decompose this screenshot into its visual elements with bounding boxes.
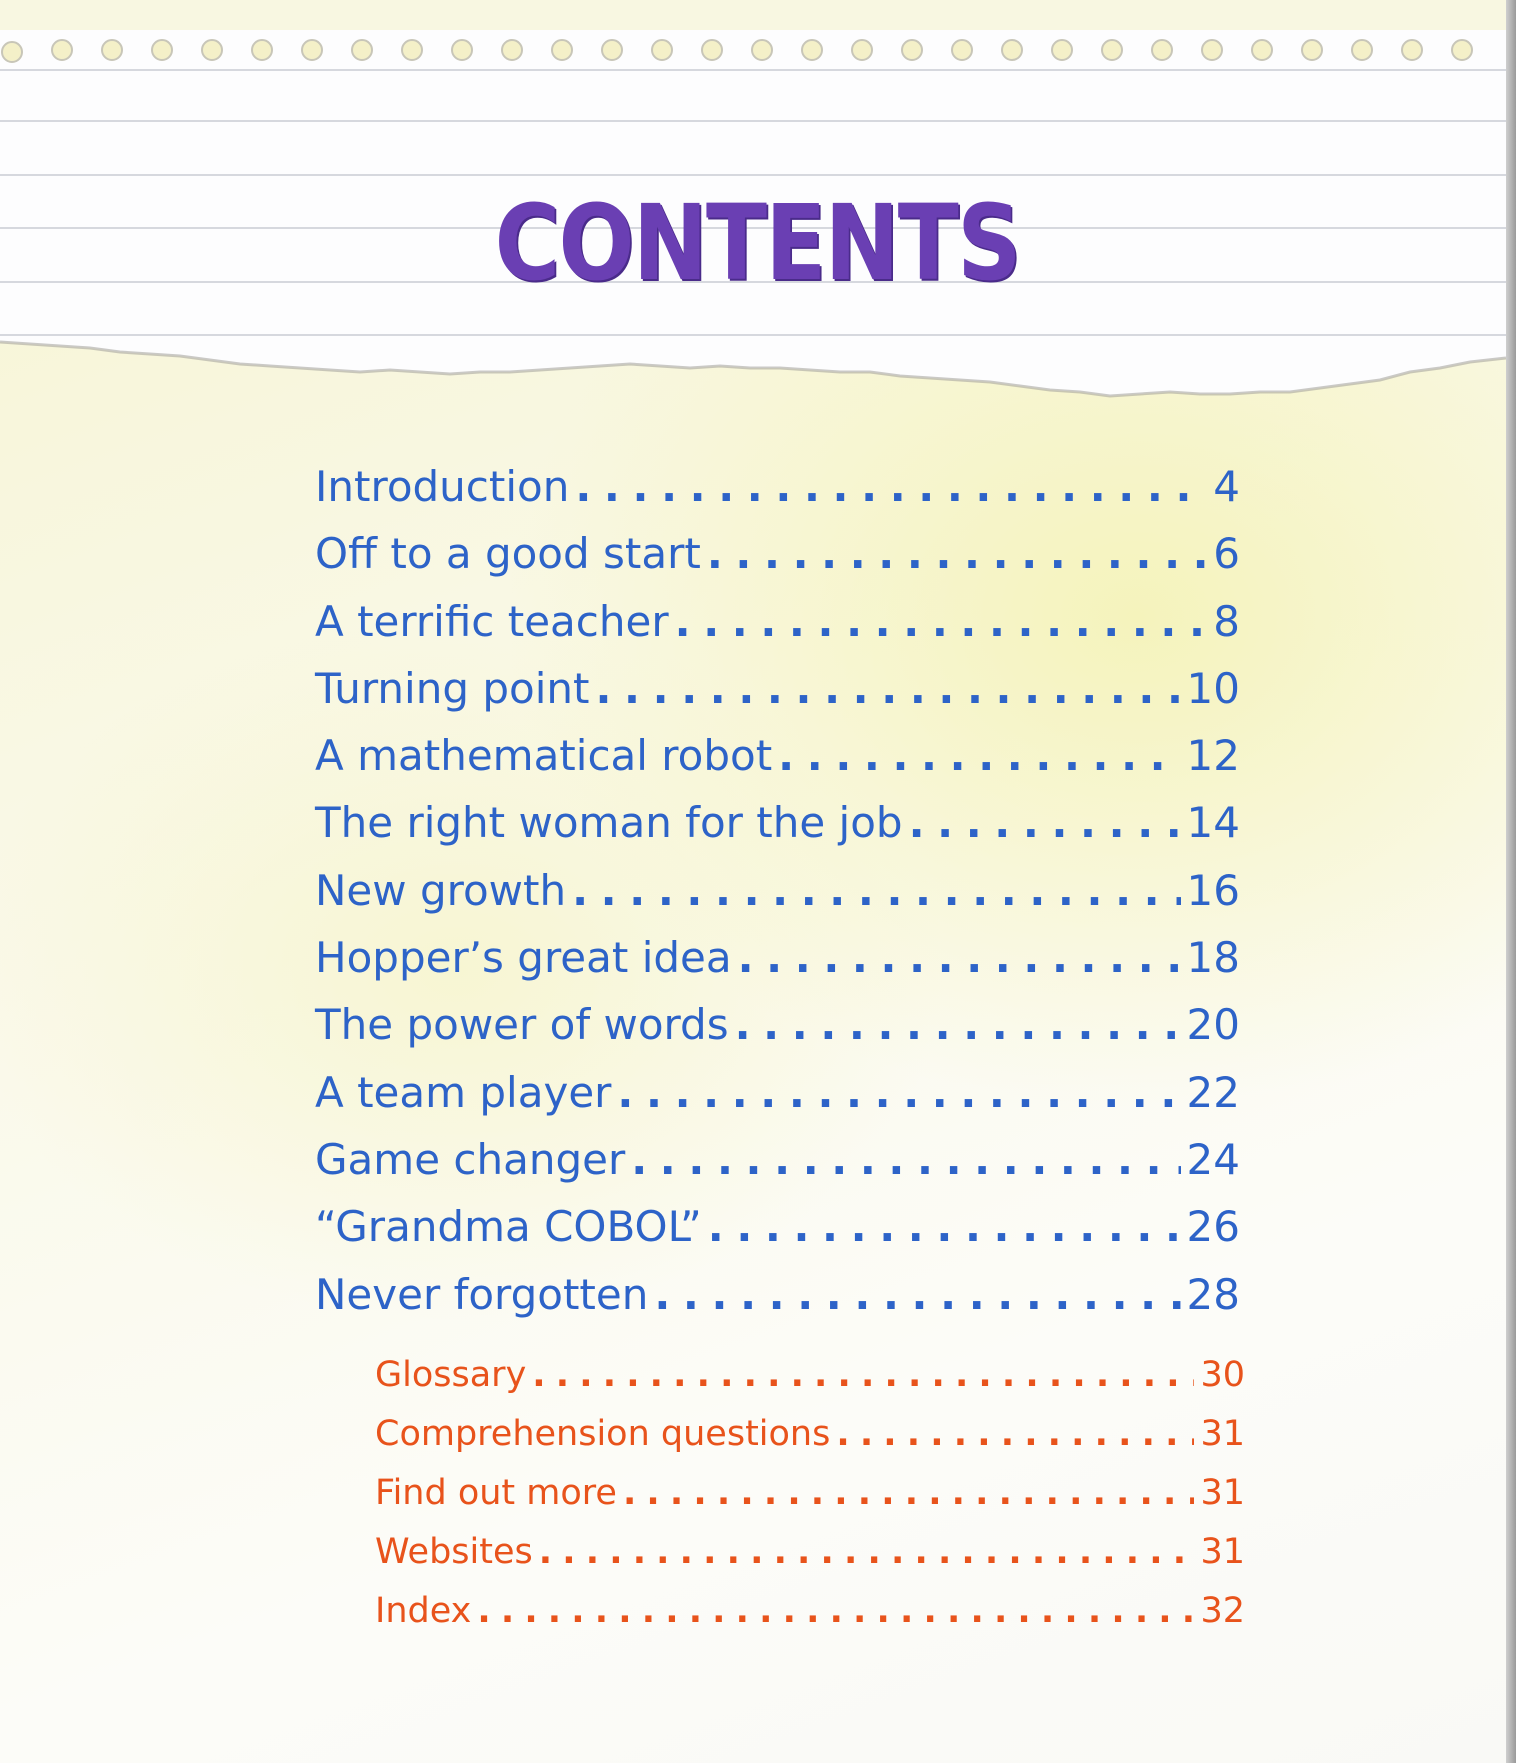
dot-leader — [617, 1068, 1180, 1117]
backmatter-entry — [375, 1414, 1245, 1473]
dot-leader — [654, 1270, 1180, 1319]
toc-entry-page: 8 — [1213, 596, 1240, 646]
toc-entry — [315, 1000, 1240, 1067]
toc-entry-page: 12 — [1186, 731, 1240, 781]
toc-entry — [315, 798, 1240, 865]
backmatter-entry-label: Comprehension questions — [375, 1414, 831, 1454]
toc-entry — [315, 664, 1240, 731]
toc-entry-label: Introduction — [315, 462, 570, 511]
page-title: CONTENTS — [494, 182, 1020, 304]
toc-entry-page: 10 — [1186, 663, 1240, 713]
toc-entry-page: 20 — [1186, 1000, 1240, 1050]
toc-entry — [315, 462, 1240, 529]
dot-leader — [909, 798, 1181, 847]
toc-entry-label: Off to a good start — [315, 529, 701, 579]
dot-leader — [575, 462, 1207, 511]
toc-entry — [315, 1068, 1240, 1135]
toc-entry-label: A terrific teacher — [315, 596, 669, 646]
toc-entry — [315, 866, 1240, 933]
toc-entry — [315, 597, 1240, 664]
toc-entry-label: A team player — [315, 1067, 612, 1117]
toc-entry-page: 24 — [1186, 1134, 1240, 1184]
backmatter-entry-label: Find out more — [375, 1473, 617, 1513]
backmatter-entry-page: 32 — [1200, 1591, 1245, 1631]
toc-entry — [315, 1202, 1240, 1269]
backmatter-entry-page: 31 — [1200, 1414, 1245, 1454]
backmatter-entry-label: Glossary — [375, 1355, 527, 1395]
backmatter-entry-page: 31 — [1200, 1473, 1245, 1513]
page-edge — [1506, 0, 1516, 1763]
dot-leader — [595, 664, 1180, 713]
toc-entry-label: A mathematical robot — [315, 731, 773, 781]
backmatter-list — [375, 1355, 1245, 1650]
backmatter-entry-page: 31 — [1200, 1532, 1245, 1572]
toc-entry-label: “Grandma COBOL” — [315, 1202, 702, 1252]
toc-entry-label: The right woman for the job — [315, 798, 903, 848]
dot-leader — [477, 1591, 1194, 1631]
dot-leader — [836, 1414, 1194, 1454]
toc-entry-page: 22 — [1186, 1067, 1240, 1117]
dot-leader — [675, 597, 1208, 646]
dot-leader — [623, 1473, 1195, 1513]
dot-leader — [708, 1202, 1181, 1251]
chapter-list — [315, 462, 1240, 1337]
dot-leader — [707, 529, 1207, 578]
backmatter-entry-label: Index — [375, 1591, 472, 1631]
toc-entry-label: New growth — [315, 865, 567, 915]
toc-entry-page: 18 — [1186, 933, 1240, 983]
toc-entry — [315, 1270, 1240, 1337]
toc-entry — [315, 1135, 1240, 1202]
toc-entry-label: Hopper’s great idea — [315, 933, 732, 983]
toc-entry-page: 28 — [1186, 1269, 1240, 1319]
toc-entry-label: Game changer — [315, 1134, 626, 1184]
backmatter-entry — [375, 1591, 1245, 1650]
backmatter-entry — [375, 1355, 1245, 1414]
toc-entry-page: 14 — [1186, 798, 1240, 848]
dot-leader — [778, 731, 1180, 780]
backmatter-entry — [375, 1473, 1245, 1532]
toc-entry-label: The power of words — [315, 1000, 729, 1050]
dot-leader — [735, 1000, 1181, 1049]
toc-entry-label: Turning point — [315, 663, 590, 713]
backmatter-entry-page: 30 — [1200, 1355, 1245, 1395]
toc-entry-page: 26 — [1186, 1202, 1240, 1252]
dot-leader — [539, 1532, 1195, 1572]
backmatter-entry — [375, 1532, 1245, 1591]
toc-entry-page: 16 — [1186, 865, 1240, 915]
toc-entry — [315, 529, 1240, 596]
toc-entry — [315, 731, 1240, 798]
toc-entry-label: Never forgotten — [315, 1269, 649, 1319]
toc-entry — [315, 933, 1240, 1000]
dot-leader — [572, 866, 1180, 915]
dot-leader — [532, 1355, 1194, 1395]
dot-leader — [738, 933, 1181, 982]
dot-leader — [631, 1135, 1180, 1184]
toc-entry-page: 6 — [1213, 529, 1240, 579]
backmatter-entry-label: Websites — [375, 1532, 533, 1572]
toc-entry-page: 4 — [1213, 462, 1240, 511]
